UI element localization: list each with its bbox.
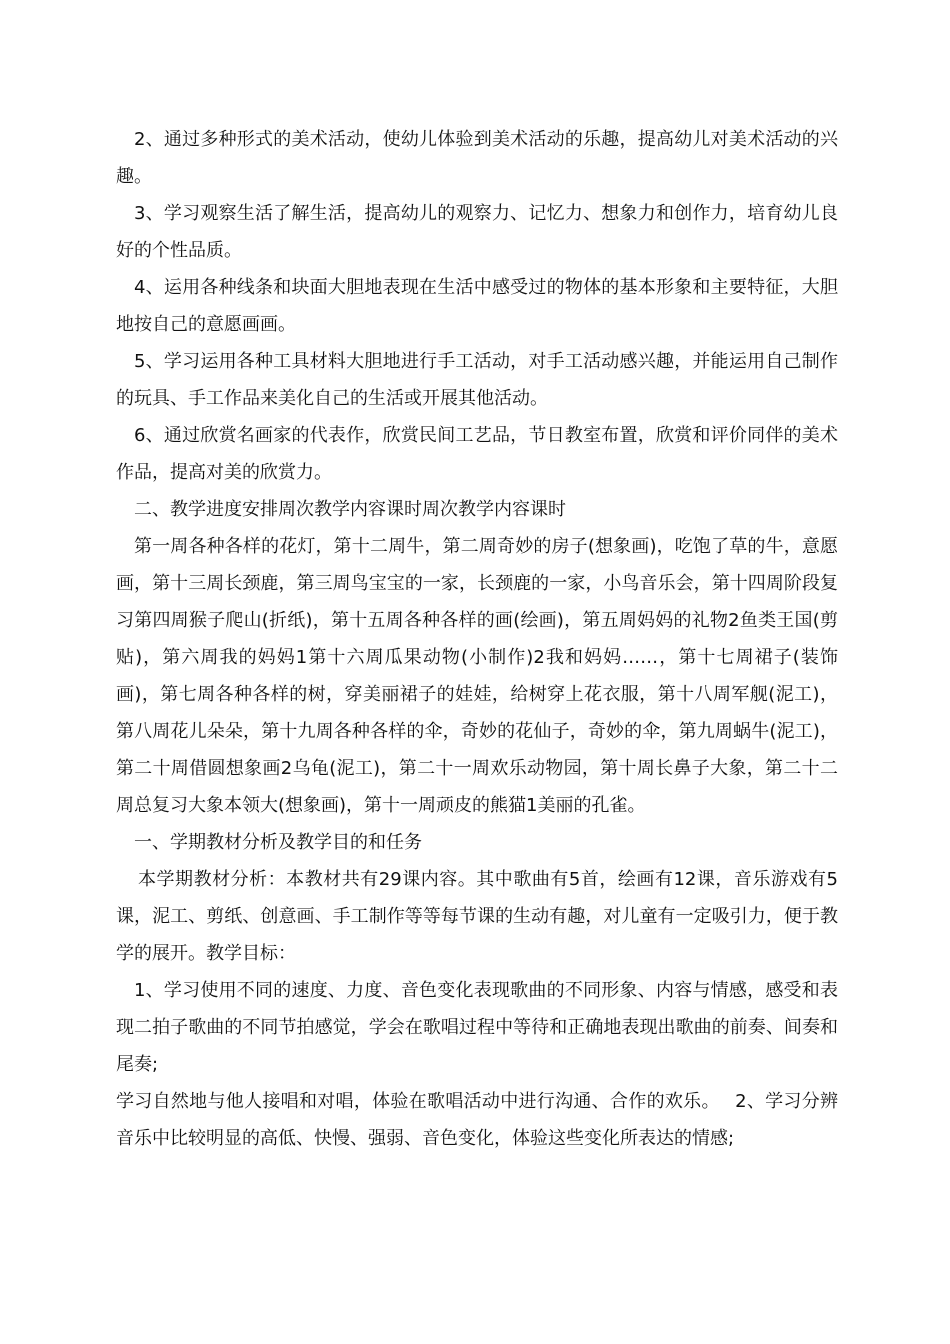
paragraph-goal-2: 2、通过多种形式的美术活动，使幼儿体验到美术活动的乐趣，提高幼儿对美术活动的兴趣。 — [116, 129, 838, 187]
paragraph-goal-4: 4、运用各种线条和块面大胆地表现在生活中感受过的物体的基本形象和主要特征，大胆地按自己的意愿画画。 — [116, 277, 838, 335]
paragraph-goal-6: 6、通过欣赏名画家的代表作，欣赏民间工艺品，节日教室布置，欣赏和评价同伴的美术作品，提高对美的欣赏力。 — [116, 425, 838, 483]
paragraph-analysis: 本学期教材分析：本教材共有29课内容。其中歌曲有5首，绘画有12课，音乐游戏有5课，泥工、剪纸、创意画、手工制作等等每节课的生动有趣，对儿童有一定吸引力，便于教学的展开。教学目标： — [116, 869, 838, 964]
section-heading-schedule: 二、教学进度安排周次教学内容课时周次教学内容课时 — [134, 499, 566, 520]
paragraph-music-goal-1: 1、学习使用不同的速度、力度、音色变化表现歌曲的不同形象、内容与情感，感受和表现二拍子歌曲的不同节拍感觉，学会在歌唱过程中等待和正确地表现出歌曲的前奏、间奏和尾奏; — [116, 980, 838, 1075]
paragraph-goal-5: 5、学习运用各种工具材料大胆地进行手工活动，对手工活动感兴趣，并能运用自己制作的玩具、手工作品来美化自己的生活或开展其他活动。 — [116, 351, 838, 409]
paragraph-music-goal-2: 学习自然地与他人接唱和对唱，体验在歌唱活动中进行沟通、合作的欢乐。 2、学习分辨音乐中比较明显的高低、快慢、强弱、音色变化，体验这些变化所表达的情感; — [116, 1091, 838, 1149]
paragraph-goal-3: 3、学习观察生活了解生活，提高幼儿的观察力、记忆力、想象力和创作力，培育幼儿良好的个性品质。 — [116, 203, 838, 261]
section-heading-analysis: 一、学期教材分析及教学目的和任务 — [134, 832, 422, 853]
paragraph-schedule: 第一周各种各样的花灯，第十二周牛，第二周奇妙的房子(想象画)，吃饱了草的牛，意愿画，第十三周长颈鹿，第三周鸟宝宝的一家，长颈鹿的一家，小鸟音乐会，第十四周阶段复习第四周猴子爬山(折纸)，第十五周各种各样的画(绘画)，第五周妈妈的礼物2鱼类王国(剪贴)，第六周我的妈妈1第十六周瓜果动物(小制作)2我和妈妈……，第十七周裙子(装饰画)，第七周各种各样的树，穿美丽裙子的娃娃，给树穿上花衣服，第十八周军舰(泥工)，第八周花儿朵朵，第十九周各种各样的伞，奇妙的花仙子，奇妙的伞，第九周蜗牛(泥工)，第二十周借圆想象画2乌龟(泥工)，第二十一周欢乐动物园，第十周长鼻子大象，第二十二周总复习大象本领大(想象画)，第十一周顽皮的熊猫1美丽的孔雀。 — [116, 536, 838, 816]
document-body — [116, 121, 838, 1157]
